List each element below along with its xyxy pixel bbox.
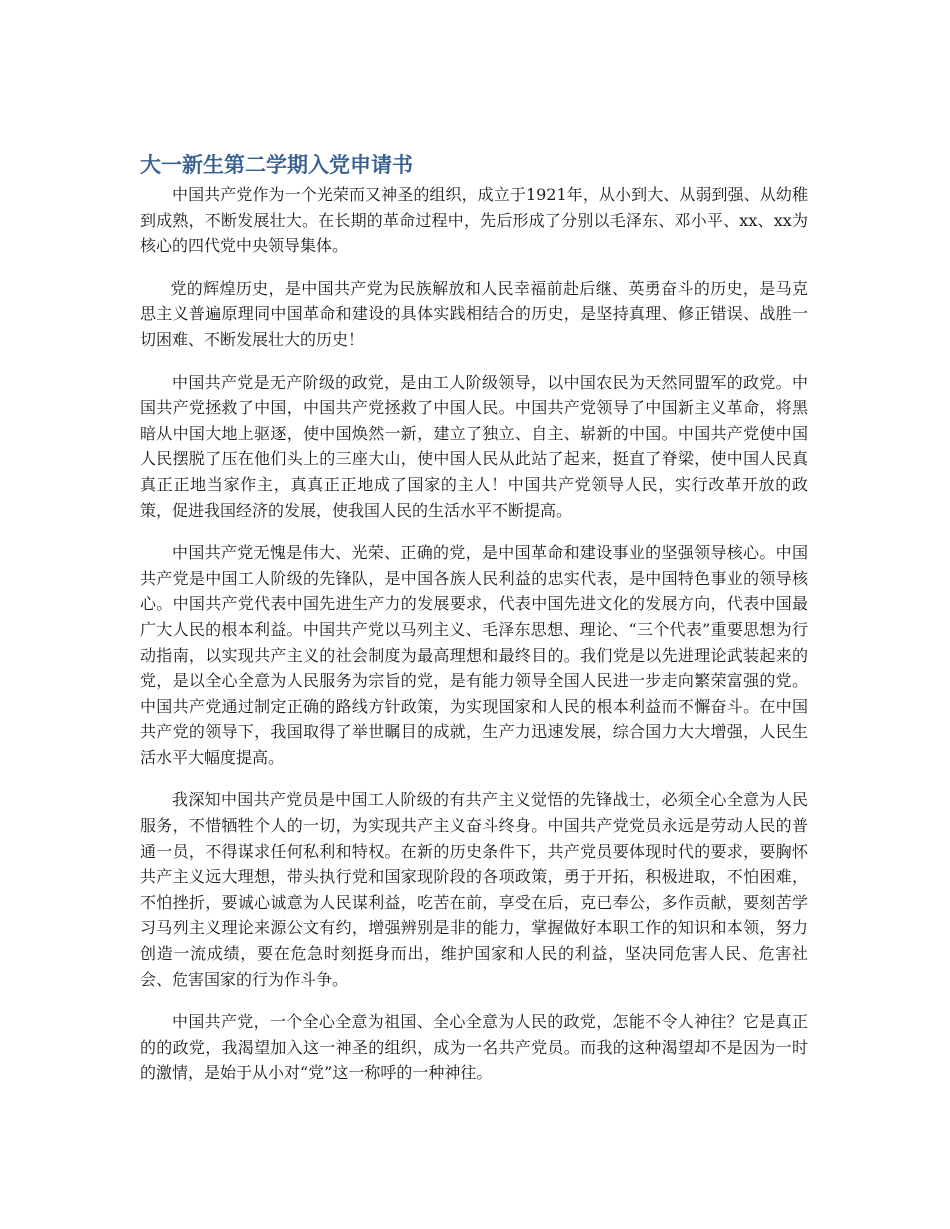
document-title: 大一新生第二学期入党申请书 [140, 153, 413, 177]
paragraph-2: 党的辉煌历史，是中国共产党为民族解放和人民幸福前赴后继、英勇奋斗的历史，是马克思主义普遍原理同中国革命和建设的具体实践相结合的历史，是坚持真理、修正错误、战胜一切困难、不断发展壮大的历史！ [140, 278, 808, 349]
paragraph-6: 中国共产党，一个全心全意为祖国、全心全意为人民的政党，怎能不令人神往？它是真正的的政党，我渴望加入这一神圣的组织，成为一名共产党员。而我的这种渴望却不是因为一时的激情，是始于从小对“党”这一称呼的一种神往。 [140, 1012, 808, 1083]
document-body [140, 150, 808, 1103]
paragraph-1: 中国共产党作为一个光荣而又神圣的组织，成立于1921年，从小到大、从弱到强、从幼稚到成熟，不断发展壮大。在长期的革命过程中，先后形成了分别以毛泽东、邓小平、xx、xx为核心的四代党中央领导集体。 [140, 185, 808, 256]
paragraph-4: 中国共产党无愧是伟大、光荣、正确的党，是中国革命和建设事业的坚强领导核心。中国共产党是中国工人阶级的先锋队，是中国各族人民利益的忠实代表，是中国特色事业的领导核心。中国共产党代表中国先进生产力的发展要求，代表中国先进文化的发展方向，代表中国最广大人民的根本利益。中国共产党以马列主义、毛泽东思想、理论、“三个代表”重要思想为行动指南，以实现共产主义的社会制度为最高理想和最终目的。我们党是以先进理论武装起来的党，是以全心全意为人民服务为宗旨的党，是有能力领导全国人民进一步走向繁荣富强的党。中国共产党通过制定正确的路线方针政策，为实现国家和人民的根本利益而不懈奋斗。在中国共产党的领导下，我国取得了举世瞩目的成就，生产力迅速发展，综合国力大大增强，人民生活水平大幅度提高。 [140, 543, 808, 767]
paragraph-5: 我深知中国共产党员是中国工人阶级的有共产主义觉悟的先锋战士，必须全心全意为人民服务，不惜牺牲个人的一切，为实现共产主义奋斗终身。中国共产党党员永远是劳动人民的普通一员，不得谋求任何私利和特权。在新的历史条件下，共产党员要体现时代的要求，要胸怀共产主义远大理想，带头执行党和国家现阶段的各项政策，勇于开拓，积极进取，不怕困难，不怕挫折，要诚心诚意为人民谋利益，吃苦在前，享受在后，克已奉公，多作贡献，要刻苦学习马列主义理论来源公文有约，增强辨别是非的能力，掌握做好本职工作的知识和本领，努力创造一流成绩，要在危急时刻挺身而出，维护国家和人民的利益，坚决同危害人民、危害社会、危害国家的行为作斗争。 [140, 790, 808, 989]
paragraph-3: 中国共产党是无产阶级的政党，是由工人阶级领导，以中国农民为天然同盟军的政党。中国共产党拯救了中国，中国共产党拯救了中国人民。中国共产党领导了中国新主义革命，将黑暗从中国大地上驱逐，使中国焕然一新，建立了独立、自主、崭新的中国。中国共产党使中国人民摆脱了压在他们头上的三座大山，使中国人民从此站了起来，挺直了脊梁，使中国人民真真正正地当家作主，真真正正地成了国家的主人！中国共产党领导人民，实行改革开放的政策，促进我国经济的发展，使我国人民的生活水平不断提高。 [140, 372, 808, 520]
